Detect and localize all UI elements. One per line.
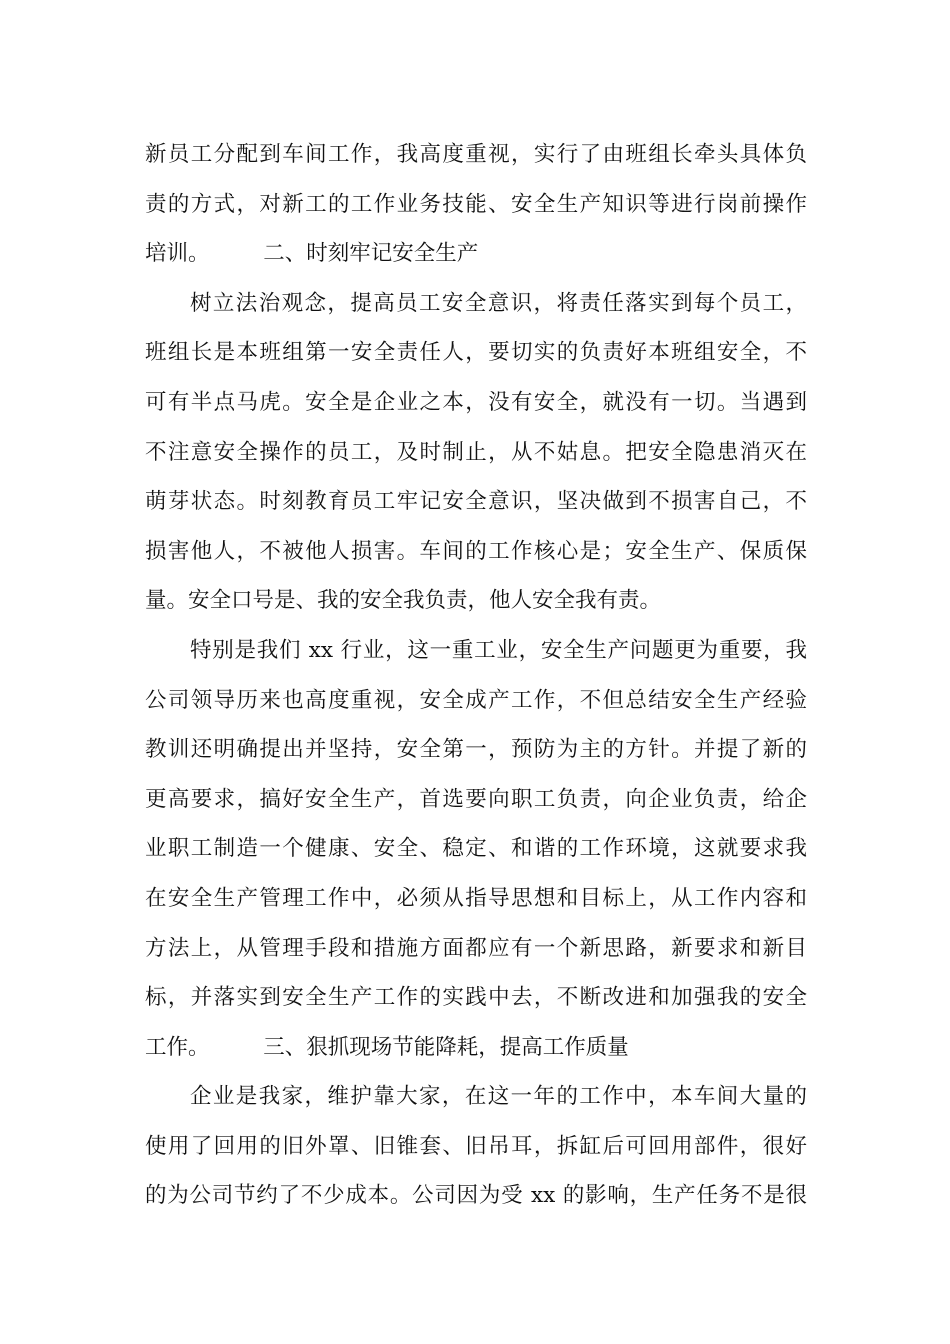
text-line: 企业是我家，维护靠大家，在这一年的工作中，本车间大量的 (190, 1084, 807, 1110)
text-line: 量。安全口号是、我的安全我负责，他人安全我有责。 (145, 588, 662, 614)
text-line: 培训。 二、时刻牢记安全生产 (145, 241, 479, 267)
text-line: 损害他人，不被他人损害。车间的工作核心是；安全生产、保质保 (145, 538, 807, 564)
text-line: 树立法治观念，提高员工安全意识，将责任落实到每个员工， (190, 290, 807, 316)
text-line: 新员工分配到车间工作，我高度重视，实行了由班组长牵头具体负 (145, 142, 807, 167)
text-line: 使用了回用的旧外罩、旧锥套、旧吊耳，拆缸后可回用部件，很好 (145, 1133, 807, 1159)
text-line: 的为公司节约了不少成本。公司因为受 xx 的影响，生产任务不是很 (145, 1183, 807, 1209)
text-line: 方法上，从管理手段和措施方面都应有一个新思路，新要求和新目 (145, 935, 807, 961)
text-line: 教训还明确提出并坚持，安全第一，预防为主的方针。并提了新的 (145, 737, 807, 763)
text-line: 业职工制造一个健康、安全、稳定、和谐的工作环境，这就要求我 (145, 836, 807, 862)
text-line: 特别是我们 xx 行业，这一重工业，安全生产问题更为重要，我 (190, 637, 807, 663)
text-line: 责的方式，对新工的工作业务技能、安全生产知识等进行岗前操作 (145, 191, 807, 217)
text-line: 工作。 三、狠抓现场节能降耗，提高工作质量 (145, 1034, 629, 1060)
text-line: 班组长是本班组第一安全责任人，要切实的负责好本班组安全，不 (145, 340, 807, 366)
text-line: 不注意安全操作的员工，及时制止，从不姑息。把安全隐患消灭在 (145, 439, 807, 465)
text-line: 标，并落实到安全生产工作的实践中去，不断改进和加强我的安全 (145, 985, 807, 1011)
text-line: 公司领导历来也高度重视，安全成产工作，不但总结安全生产经验 (145, 687, 807, 713)
text-line: 更高要求，搞好安全生产，首选要向职工负责，向企业负责，给企 (145, 786, 807, 812)
text-line: 萌芽状态。时刻教育员工牢记安全意识，坚决做到不损害自己，不 (145, 489, 807, 515)
text-line: 在安全生产管理工作中，必须从指导思想和目标上，从工作内容和 (145, 885, 807, 911)
document-body (145, 130, 807, 1221)
text-line: 可有半点马虎。安全是企业之本，没有安全，就没有一切。当遇到 (145, 389, 807, 415)
